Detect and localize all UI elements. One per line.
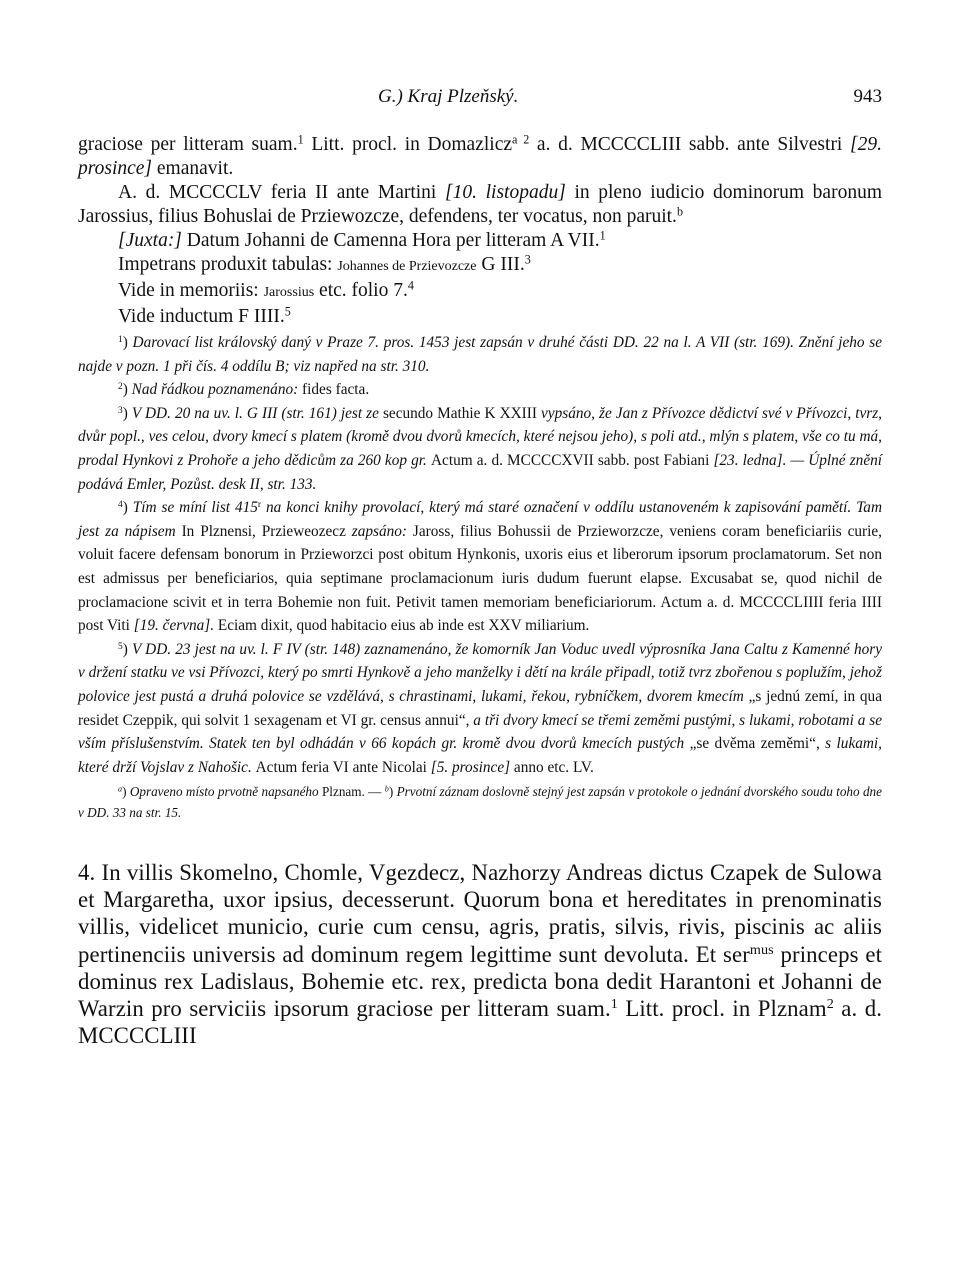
entry-text: Litt. procl. in Plznam	[617, 995, 827, 1021]
note-text: Prvotní záznam doslovně stejný jest zapsán v protokole o jednání dvorského soudu toho dne v DD. 33 na str. 15.	[78, 784, 883, 821]
footnote-text: s lukami, které drží Vojslav z Nahošic.	[78, 735, 882, 776]
record-paragraph	[78, 133, 882, 181]
footnote-mark: 3	[118, 405, 123, 416]
footnote-text: [5. prosince]	[426, 758, 514, 776]
footnote-ref: b	[676, 204, 683, 219]
footnote-text: zapsáno:	[345, 522, 413, 540]
footnote-text: „s jednú zemí, in qua residet Czeppik, qui solvit 1 sexagenam et VI gr. census annui“,	[78, 687, 882, 729]
small-text: Jarossius	[263, 285, 315, 300]
footnote: $^5$) V DD. 23 jest na uv. l. F IV (str. 148) zaznamenáno, že komorník Jan Voduc uvedl výprosníka Jana Caltu z Kamenné hory v držení statku ve vsi Přívozci, který po smrti Hynkově a jeho manželky i dětí na krále připadl, totiž tvrz zbořenou s poplužím, jehož polovice jest pustá a druhá polovice se vzdělává, s chrastinami, lukami, řekou, rybníčkem, dvorem kmecím „s jednú zemí, in qua residet Czeppik, qui solvit 1 sexagenam et VI gr. census annui“, a tři dvory kmecí se třemi zeměmi pustými, s lukami, robotami a se vším příslušenstvím. Statek ten byl odhádán v 66 kopách gr. kromě dvou dvorů kmecích pustých „se dvěma zeměmi“, s lukami, které drží Vojslav z Nahošic. Actum feria VI ante Nicolai [5. prosince] anno etc. LV.	[78, 640, 882, 776]
text-run: a. d. MCCCCLIII sabb. ante Silvestri	[529, 134, 851, 155]
entry-text: princeps et dominus rex Ladislaus, Bohemie etc. rex, predicta bona dedit Harantoni et Johanni de Warzin pro serviciis ipsorum graciose per litteram suam.	[78, 941, 883, 1021]
footnote-text: a tři dvory kmecí se třemi zeměmi pustými, s lukami, robotami a se vším příslušenstvím. Statek ten byl odhádán v 66 kopách gr. kromě dvou dvorů kmecích pustých	[78, 711, 882, 753]
footnote-text: V DD. 20 na uv. l. G III (str. 161) jest ze	[131, 404, 383, 422]
footnote-text: [23. ledna]. — Úplné znění podává Emler, Pozůst. desk II, str. 133.	[78, 451, 883, 493]
entry-paragraph	[78, 859, 882, 1049]
editorial-note: $^a$) Opraveno místo prvotně napsaného Plznam. — $^b$) Prvotní záznam doslovně stejný jest zapsán v protokole o jednání dvorského soudu toho dne v DD. 33 na str. 15.	[78, 784, 883, 821]
footnote-text: Nad řádkou poznamenáno:	[131, 381, 303, 399]
note-mark: b	[384, 784, 389, 794]
text-run: etc. folio 7.	[314, 280, 408, 301]
footnote-ref: 5	[284, 304, 291, 319]
footnote-text: In Plznensi, Przieweozecz	[181, 522, 346, 540]
main-text	[78, 133, 882, 1049]
text-run: Impetrans produxit tabulas:	[118, 254, 338, 275]
text-run: Vide inductum F IIII.	[118, 306, 285, 327]
footnote-ref: 2	[826, 995, 834, 1012]
entry-text: In villis Skomelno, Chomle, Vgezdecz, Nazhorzy Andreas dictus Czapek de Sulowa et Margaretha, uxor ipsius, decesserunt. Quorum bona et hereditates in prenominatis villis, videlicet municio, curie cum censu, agris, pratis, silvis, rivis, piscinis ac aliis pertinenciis universis ad dominum regem legittime sunt devoluta. Et ser	[78, 860, 882, 967]
footnote-text: anno etc. LV.	[513, 758, 594, 776]
text-run: Litt. procl. in Domazlicz	[303, 134, 512, 155]
footnote-text: vypsáno, že Jan z Přívozce dědictví své v Přívozci, tvrz, dvůr popl., ves celou, dvory kmecí s platem (kromě dvou dvorů kmecích, které nejsou jeho), s poli atd., mlýn s platem, vše co tu má, prodal Hynkovi z Prohoře a jeho dědicům za 260 kop gr.	[78, 404, 882, 469]
footnote-text: Jaross, filius Bohussii de Przieworzcze, veniens coram beneficiariis curie, voluit facere defensam bonorum in Przieworzci post obitum Hynkonis, uxoris eius et liberorum ipsorum proclamatorum. Set non est admissus per beneficiarios, quia septimane proclamacionum iuris dudum fuerunt elapse. Excusabat se, quod nichil de proclamacione scivit et in terra Bohemie non fuit. Petivit tamen memoriam beneficiariorum. Actum a. d. MCCCCLIIII feria IIII post Viti	[78, 522, 882, 635]
footnote-ref: 4	[407, 278, 414, 293]
footnote-ref: 3	[524, 252, 531, 267]
footnote-mark: 5	[118, 641, 123, 652]
footnote-ref: a 2	[512, 132, 530, 147]
footnote-text: secundo Mathie K XXIII	[382, 404, 537, 422]
note-text: Plznam.	[321, 784, 365, 800]
entry-text: a. d. MCCCCLIII	[78, 995, 882, 1048]
footnote-text: Actum feria VI ante Nicolai	[255, 758, 427, 776]
page-header	[78, 86, 882, 112]
footnote-text: Actum a. d. MCCCCXVII sabb. post Fabiani	[430, 451, 710, 469]
record-line	[78, 229, 882, 253]
entry-number: 4.	[78, 860, 96, 886]
text-run: emanavit.	[152, 158, 234, 179]
footnote: $^2$) Nad řádkou poznamenáno: fides facta.	[118, 381, 370, 399]
date-gloss: [29. prosince]	[78, 134, 883, 179]
text-run: in pleno iudicio dominorum baronum Jarossius, filius Bohuslai de Prziewozcze, defendens, ter vocatus, non paruit.	[78, 182, 882, 227]
gloss: [Juxta:]	[118, 230, 182, 251]
footnote-text: fides facta.	[302, 381, 370, 399]
record-line	[78, 305, 882, 329]
abbrev-sup: mus	[749, 941, 774, 958]
record-line	[78, 279, 882, 305]
footnotes	[78, 331, 882, 779]
footnote: $^3$) V DD. 20 na uv. l. G III (str. 161) jest ze secundo Mathie K XXIII vypsáno, že Jan z Přívozce dědictví své v Přívozci, tvrz, dvůr popl., ves celou, dvory kmecí s platem (kromě dvou dvorů kmecích, které nejsou jeho), s poli atd., mlýn s platem, vše co tu má, prodal Hynkovi z Prohoře a jeho dědicům za 260 kop gr. Actum a. d. MCCCCXVII sabb. post Fabiani [23. ledna]. — Úplné znění podává Emler, Pozůst. desk II, str. 133.	[78, 404, 883, 493]
footnote-text: „se dvěma zeměmi“,	[689, 735, 820, 753]
footnote-sup: r	[257, 499, 262, 510]
entry-4	[78, 859, 882, 1049]
text-run: Datum Johanni de Camenna Hora per litteram A VII.	[181, 230, 600, 251]
footnote-mark: 4	[118, 499, 123, 510]
date-gloss: [10. listopadu]	[445, 182, 566, 203]
footnote-text: Eciam dixit, quod habitacio eius ab inde est XXV miliarium.	[214, 617, 590, 635]
footnote-mark: 1	[118, 334, 123, 345]
running-title: G.) Kraj Plzeňský.	[378, 86, 519, 107]
footnote: $^1$) Darovací list královský daný v Praze 7. pros. 1453 jest zapsán v druhé části DD. 22 na l. A VII (str. 169). Znění jeho se najde v pozn. 1 při čís. 4 oddílu B; viz napřed na str. 310.	[78, 334, 882, 375]
footnote-text: [19. června].	[129, 617, 215, 635]
text-run: A. d. MCCCCLV feria II ante Martini	[118, 182, 445, 203]
footnote-text: na konci knihy provolací, který má staré označení v oddílu ustanoveném k zapisování pamětí. Tam jest za nápisem	[78, 499, 882, 540]
footnote-ref: 1	[610, 995, 618, 1012]
footnote-text: Darovací list královský daný v Praze 7. pros. 1453 jest zapsán v druhé části DD. 22 na l. A VII (str. 169). Znění jeho se najde v pozn. 1 při čís. 4 oddílu B; viz napřed na str. 310.	[78, 334, 882, 375]
note-text: Opraveno místo prvotně napsaného	[129, 784, 322, 800]
page-number: 943	[853, 86, 882, 107]
record-line	[78, 253, 882, 279]
note-mark: a	[118, 784, 123, 794]
footnote-ref: 1	[599, 228, 606, 243]
footnote-ref: 1	[297, 132, 304, 147]
text-run: G III.	[476, 254, 525, 275]
footnote-mark: 2	[118, 381, 123, 392]
record-paragraph	[78, 181, 882, 229]
small-text: Johannes de Przievozcze	[337, 259, 477, 274]
text-run: Vide in memoriis:	[118, 280, 264, 301]
editorial-notes	[78, 781, 882, 823]
text-run: graciose per litteram suam.	[78, 134, 298, 155]
note-separator: —	[364, 784, 385, 800]
footnote-text: V DD. 23 jest na uv. l. F IV (str. 148) zaznamenáno, že komorník Jan Voduc uvedl výprosníka Jana Caltu z Kamenné hory v držení statku ve vsi Přívozci, který po smrti Hynkově a jeho manželky i dětí na krále připadl, totiž tvrz zbořenou s poplužím, jehož polovice jest pustá a druhá polovice se vzdělává, s chrastinami, lukami, řekou, rybníčkem, dvorem kmecím	[78, 640, 882, 705]
footnote-text: Tím se míní list 415	[132, 499, 258, 517]
footnote: $^4$) Tím se míní list 415$^r$ na konci knihy provolací, který má staré označení v oddílu ustanoveném k zapisování pamětí. Tam jest za nápisem In Plznensi, Przieweozecz zapsáno: Jaross, filius Bohussii de Przieworzcze, veniens coram beneficiariis curie, voluit facere defensam bonorum in Przieworzci post obitum Hynkonis, uxoris eius et liberorum ipsorum proclamatorum. Set non est admissus per beneficiarios, quia septimane proclamacionum iuris dudum fuerunt elapse. Excusabat se, quod nichil de proclamacione scivit et in terra Bohemie non fuit. Petivit tamen memoriam beneficiariorum. Actum a. d. MCCCCLIIII feria IIII post Viti [19. června]. Eciam dixit, quod habitacio eius ab inde est XXV miliarium.	[78, 499, 882, 635]
